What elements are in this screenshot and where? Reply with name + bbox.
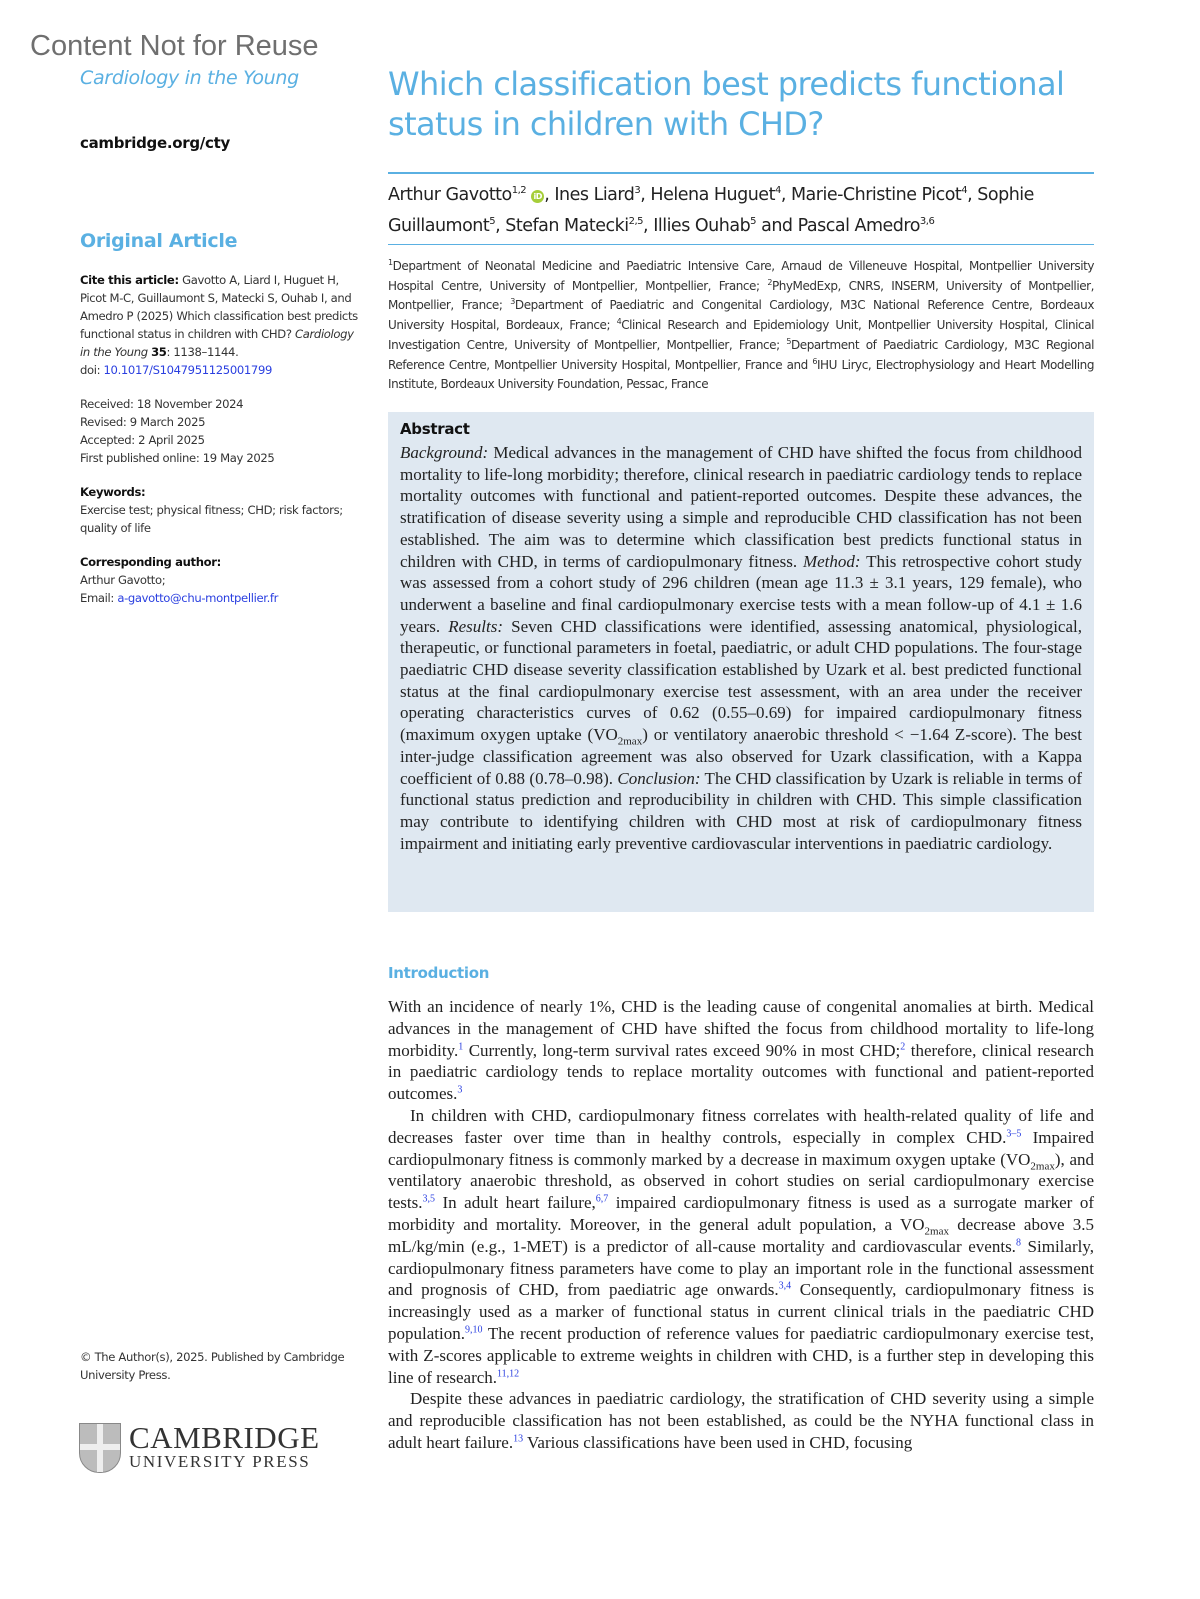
text: Similarly, cardiopulmonary fitness parameters have come to play an important role in the functional assessment and prognosis of CHD, from paediatric age onwards.	[388, 1236, 1094, 1300]
text: With an incidence of nearly 1%, CHD is the leading cause of congenital anomalies at birth. Medical advances in the management of CHD have shifted the focus from childhood mortality to life-long morbidity.	[388, 997, 1094, 1060]
text: In adult heart failure,	[434, 1193, 596, 1213]
cambridge-logo	[79, 1420, 320, 1473]
citation-ref[interactable]: 3–5	[1006, 1128, 1022, 1140]
author-affiliation-ref: 1,2	[511, 185, 527, 197]
separator: ,	[640, 185, 651, 205]
text: The CHD classification by Uzark is reliable in terms of functional status prediction and reproducibility in children with CHD. This simple classification may contribute to identifying children with CHD most at risk of cardiopulmonary fitness impairment and initiating early preventive cardiovascular interventions in paediatric cardiology.	[400, 768, 1082, 853]
section-label: Conclusion:	[617, 768, 701, 788]
email-link[interactable]: a-gavotto@chu-montpellier.fr	[117, 591, 279, 605]
separator: ,	[495, 216, 506, 236]
affiliation-text: PhyMedExp, CNRS, INSERM, University of Montpellier, Montpellier, France;	[388, 278, 1094, 313]
email-label: Email:	[80, 591, 118, 605]
text: In children with CHD, cardiopulmonary fitness correlates with health-related quality of life and decreases faster over time than in healthy controls, especially in complex CHD.	[388, 1105, 1094, 1147]
separator: ,	[544, 185, 555, 205]
citation-ref[interactable]: 3	[457, 1084, 463, 1096]
section-label: Results:	[448, 616, 504, 636]
separator: ,	[780, 185, 791, 205]
subscript: 2max	[924, 1225, 949, 1238]
doi-link[interactable]: 10.1017/S1047951125001799	[103, 363, 272, 377]
author-name: Sophie Guillaumont	[388, 185, 1034, 236]
citation-ref[interactable]: 3,5	[422, 1193, 435, 1205]
text: decrease above 3.5 mL/kg/min (e.g., 1-MET) is a predictor of all-cause mortality and cardiovascular events.	[388, 1214, 1094, 1256]
cite-volume: 35	[151, 345, 167, 359]
citation-ref[interactable]: 8	[1015, 1237, 1021, 1249]
separator: and	[756, 216, 798, 236]
author-affiliation-ref: 3,6	[919, 216, 935, 228]
affiliation-text: IHU Liryc, Electrophysiology and Heart Modelling Institute, Bordeaux University Foundation, Pessac, France	[388, 357, 1094, 392]
affiliation-number: 4	[616, 317, 622, 327]
date-received: Received: 18 November 2024	[80, 397, 244, 411]
citation-ref[interactable]: 9,10	[464, 1324, 483, 1336]
abstract-box	[388, 412, 1094, 912]
author-affiliation-ref: 3	[634, 185, 641, 197]
author-name: Helena Huguet	[650, 185, 775, 205]
text: This retrospective cohort study was assessed from a cohort study of 296 children (mean age 11.3 ± 3.1 years, 129 female), who underwent a baseline and final cardiopulmonary exercise tests with a mean follow-up of 4.1 ± 1.6 years.	[400, 551, 1082, 636]
text: Seven CHD classifications were identified, assessing anatomical, physiological, therapeutic, or functional parameters in foetal, paediatric, or adult CHD populations. The four-stage paediatric CHD disease severity classification established by Uzark et al. best predicted functional status at the final cardiopulmonary exercise test assessment, with an area under the receiver operating characteristics curves of 0.62 (0.55–0.69) for impaired cardiopulmonary fitness (maximum oxygen uptake (VO	[400, 616, 1082, 745]
crest-icon	[79, 1423, 121, 1473]
subscript: 2max	[1030, 1159, 1055, 1172]
affiliation-number: 6	[812, 356, 817, 366]
affiliation-number: 5	[786, 336, 791, 346]
journal-name: Cardiology in the Young	[80, 67, 299, 89]
watermark: Content Not for Reuse	[30, 30, 319, 62]
cite-label: Cite this article:	[80, 273, 179, 287]
doi-label: doi:	[80, 363, 104, 377]
corresponding-author	[80, 553, 365, 607]
author-affiliation-ref: 2,5	[628, 216, 644, 228]
author-name: Ines Liard	[554, 185, 635, 205]
logo-line1: CAMBRIDGE	[129, 1420, 320, 1455]
author-name: Pascal Amedro	[797, 216, 920, 236]
introduction-heading: Introduction	[388, 964, 490, 982]
text: Various classifications have been used in CHD, focusing	[523, 1432, 913, 1452]
author-name: Marie-Christine Picot	[790, 185, 962, 205]
text: Currently, long-term survival rates exceed 90% in most CHD;	[463, 1040, 901, 1060]
affiliation-number: 2	[767, 277, 772, 287]
divider	[388, 244, 1094, 245]
text: The recent production of reference values for paediatric cardiopulmonary exercise test, with Z-scores applicable to extreme weights in children with CHD, is a further step in developing this line of research.	[388, 1323, 1094, 1387]
divider	[388, 172, 1094, 174]
citation-ref[interactable]: 13	[513, 1433, 524, 1445]
text: ), and ventilatory anaerobic threshold, as observed in cohort studies on serial cardiopulmonary exercise tests.	[388, 1149, 1094, 1213]
affiliation-number: 1	[388, 258, 393, 267]
cite-text: Gavotto A, Liard I, Huguet H, Picot M-C, Guillaumont S, Matecki S, Ouhab I, and Amedro P (2025) Which classification best predicts functional status in children with CHD?	[80, 273, 358, 341]
dates	[80, 395, 365, 467]
logo-line2: UNIVERSITY PRESS	[129, 1452, 311, 1471]
author-affiliation-ref: 4	[961, 185, 968, 197]
paragraph	[388, 1105, 1094, 1388]
paragraph	[388, 1388, 1094, 1453]
citation-ref[interactable]: 1	[458, 1040, 464, 1052]
author-name: Stefan Matecki	[505, 216, 629, 236]
citation-ref[interactable]: 2	[900, 1040, 906, 1052]
citation	[80, 271, 365, 379]
article-metadata	[80, 271, 365, 623]
section-label: Background:	[400, 443, 489, 462]
cite-journal: Cardiology in the Young	[80, 327, 354, 359]
separator: ,	[643, 216, 654, 236]
author-affiliation-ref: 5	[750, 216, 757, 228]
text: Impaired cardiopulmonary fitness is commonly marked by a decrease in maximum oxygen uptake (VO	[388, 1127, 1094, 1169]
copyright: © The Author(s), 2025. Published by Cambridge University Press.	[80, 1350, 345, 1382]
date-accepted: Accepted: 2 April 2025	[80, 433, 205, 447]
citation-ref[interactable]: 11,12	[497, 1367, 520, 1379]
introduction-body	[388, 996, 1094, 1454]
text: Medical advances in the management of CHD have shifted the focus from childhood mortality to life-long morbidity; therefore, clinical research in paediatric cardiology tends to replace mortality outcomes with functional and patient-reported outcomes. Despite these advances, the stratification of disease severity using a simple and reproducible CHD classification has not been established. The aim was to determine which classification best predicts functional status in children with CHD, in terms of cardiopulmonary fitness.	[400, 443, 1082, 571]
text: ) or ventilatory anaerobic threshold < −1.64 Z-score). The best inter-judge classification agreement was also observed for Uzark classification, with a Kappa coefficient of 0.88 (0.78–0.98).	[400, 725, 1082, 788]
keywords-text: Exercise test; physical fitness; CHD; risk factors; quality of life	[80, 503, 343, 535]
affiliation-text: Department of Neonatal Medicine and Paediatric Intensive Care, Arnaud de Villeneuve Hospital, Montpellier University Hospital Centre, University of Montpellier, Montpellier, France;	[388, 259, 1094, 293]
corresponding-label: Corresponding author:	[80, 555, 221, 569]
affiliation-text: Department of Paediatric Cardiology, M3C Regional Reference Centre, Montpellier University Hospital, Montpellier, France and	[388, 337, 1094, 372]
text: Despite these advances in paediatric cardiology, the stratification of CHD severity using a simple and reproducible classification has not been established, as could be the NYHA functional class in adult heart failure.	[388, 1389, 1094, 1452]
author-name: Illies Ouhab	[653, 216, 751, 236]
abstract-text	[400, 442, 1082, 854]
subscript: 2max	[617, 735, 643, 748]
author-list	[388, 180, 1094, 242]
separator: ,	[967, 185, 978, 205]
date-published: First published online: 19 May 2025	[80, 451, 275, 465]
abstract-heading: Abstract	[400, 420, 470, 438]
text: impaired cardiopulmonary fitness is used as a surrogate marker of morbidity and mortality. Moreover, in the general adult population, a VO	[388, 1193, 1094, 1234]
author-affiliation-ref: 5	[489, 216, 496, 228]
date-revised: Revised: 9 March 2025	[80, 415, 206, 429]
keywords-label: Keywords:	[80, 485, 146, 499]
orcid-icon: iD	[531, 190, 544, 203]
cite-pages: : 1138–1144.	[166, 345, 239, 359]
article-title: Which classification best predicts functional status in children with CHD?	[388, 65, 1065, 143]
affiliation-text: Clinical Research and Epidemiology Unit, Montpellier University Hospital, Clinical Investigation Centre, University of Montpellier, Montpellier, France;	[388, 318, 1094, 352]
journal-site[interactable]: cambridge.org/cty	[80, 134, 230, 152]
text: therefore, clinical research in paediatric cardiology tends to replace mortality outcomes with functional and patient-reported outcomes.	[388, 1040, 1094, 1104]
paragraph	[388, 996, 1094, 1105]
citation-ref[interactable]: 3,4	[778, 1280, 792, 1292]
text: Consequently, cardiopulmonary fitness is increasingly used as a marker of functional status in current clinical trials in the paediatric CHD population.	[388, 1280, 1094, 1343]
author-affiliation-ref: 4	[774, 185, 781, 197]
citation-ref[interactable]: 6,7	[595, 1193, 609, 1205]
article-type: Original Article	[80, 230, 238, 252]
section-label: Method:	[802, 551, 861, 571]
affiliation-text: Department of Paediatric and Congenital Cardiology, M3C National Reference Centre, Bordeaux University Hospital, Bordeaux, France;	[388, 298, 1094, 333]
affiliations	[388, 257, 1094, 395]
author-name: Arthur Gavotto	[388, 185, 512, 205]
corresponding-name: Arthur Gavotto;	[80, 573, 166, 587]
affiliation-number: 3	[510, 297, 515, 307]
keywords	[80, 483, 365, 537]
